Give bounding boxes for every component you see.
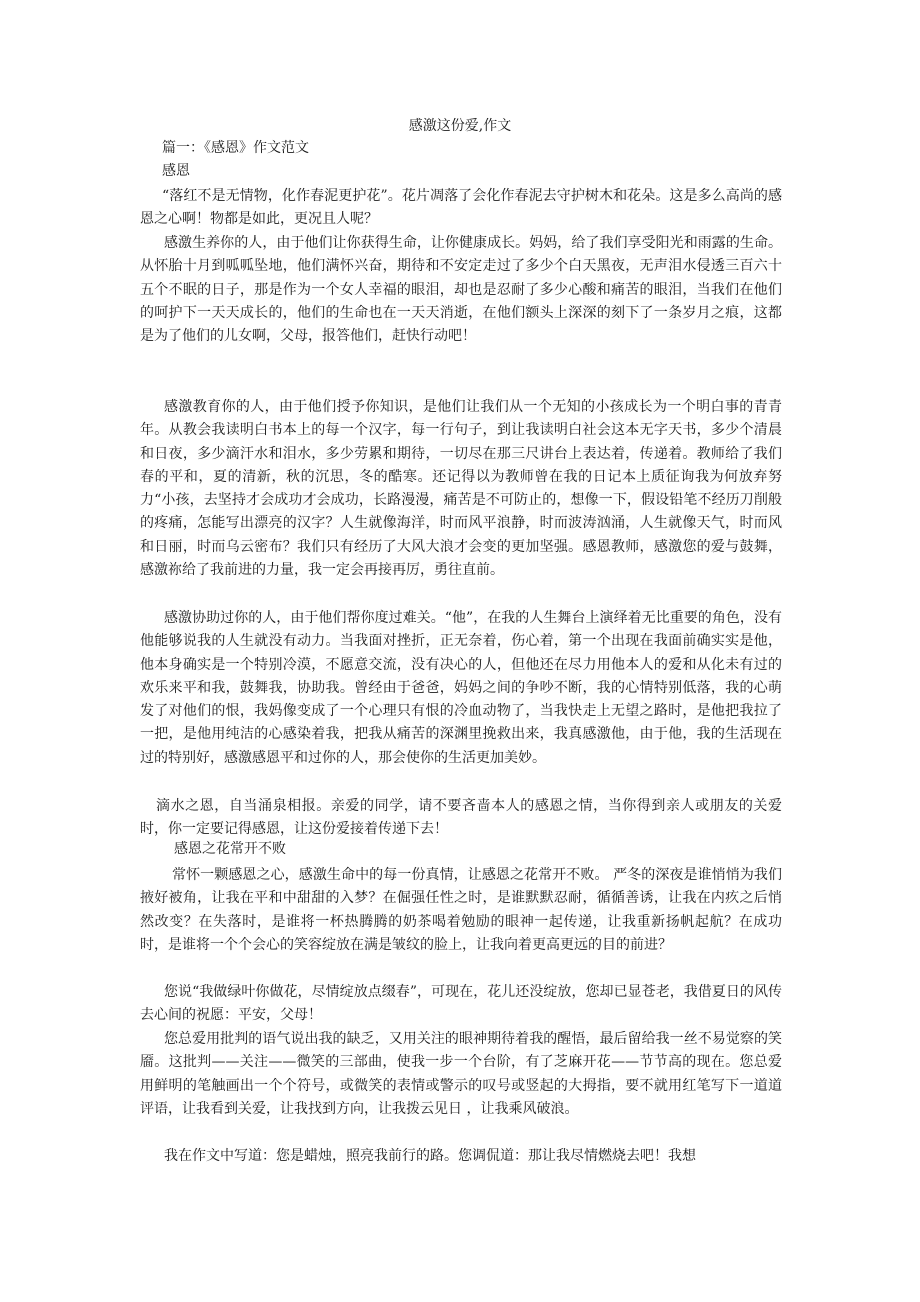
- essay1-paragraph: 感激教育你的人，由于他们授予你知识，是他们让我们从一个无知的小孩成长为一个明白事的青青年。从教会我读明白书本上的每一个汉字，每一行句子，到让我读明白社会这本无字天书，多少个清晨和日夜，多少滴汗水和泪水，多少劳累和期待，一切尽在那三尺讲台上表达着，传递着。教师给了我们春的平和，夏的清新，秋的沉思，冬的酷寒。还记得以为教师曾在我的日记本上质征询我为何放弃努力“小孩，去坚持才会成功才会成功，长路漫漫，痛苦是不可防止的，想像一下，假设铅笔不经历刀削般的疼痛，怎能写出漂亮的汉字？人生就像海洋，时而风平浪静，时而波涛汹涌，人生就像天气，时而风和日丽，时而乌云密布？我们只有经历了大风大浪才会变的更加坚强。感恩教师，感激您的爱与鼓舞，感激祢给了我前进的力量，我一定会再接再厉，勇往直前。: [140, 399, 782, 579]
- essay2-paragraph: 您总爱用批判的语气说出我的缺乏，又用关注的眼神期待着我的醒悟，最后留给我一丝不易觉察的笑靥。这批判——关注——微笑的三部曲，使我一步一个台阶，有了芝麻开花——节节高的现在。您总爱用鲜明的笔触画出一个个符号，或微笑的表情或警示的叹号或竖起的大拇指，要不就用红笔写下一道道评语，让我看到关爱，让我找到方向，让我拨云见日 ，让我乘风破浪。: [140, 1031, 782, 1117]
- essay2-paragraph: 常怀一颗感恩之心，感激生命中的每一份真情，让感恩之花常开不败。 严冬的深夜是谁悄悄为我们掖好被角，让我在平和中甜甜的入梦？在倔强任性之时，是谁默默忍耐，循循善诱，让我在内疚之后悄然改变？在失落时，是谁将一杯热腾腾的奶茶喝着勉励的眼神一起传递，让我重新扬帆起航？在成功时，是谁将一个个会心的笑容绽放在满是皱纹的脸上，让我向着更高更远的目的前进？: [140, 867, 782, 953]
- essay1-title: 感恩: [162, 163, 190, 179]
- essay2-title: 感恩之花常开不败: [174, 841, 286, 857]
- document-title: 感激这份爱,作文: [408, 118, 512, 134]
- essay2-paragraph: 我在作文中写道：您是蜡烛，照亮我前行的路。您调侃道：那让我尽情燃烧去吧！我想: [164, 1148, 696, 1164]
- section-heading: 篇一：《感恩》作文范文: [162, 140, 309, 156]
- essay1-paragraph: 感激生养你的人，由于他们让你获得生命，让你健康成长。妈妈，给了我们享受阳光和雨露的生命。从怀胎十月到呱呱坠地，他们满怀兴奋，期待和不安定走过了多少个白天黑夜，无声泪水侵透三百六十五个不眠的日子，那是作为一个女人幸福的眼泪，却也是忍耐了多少心酸和痛苦的眼泪，当我们在他们的呵护下一天天成长的，他们的生命也在一天天消逝，在他们额头上深深的刻下了一条岁月之痕，这都是为了他们的儿女啊，父母，报答他们，赶快行动吧！: [140, 235, 782, 345]
- essay1-paragraph: 滴水之恩，自当涌泉相报。亲爱的同学，请不要吝啬本人的感恩之情，当你得到亲人或朋友的关爱时，你一定要记得感恩，让这份爱接着传递下去！: [140, 798, 782, 838]
- essay2-paragraph: 您说“我做绿叶你做花，尽情绽放点缀春”，可现在，花儿还没绽放，您却已显苍老，我借夏日的风传去心间的祝愿：平安，父母！: [140, 984, 782, 1024]
- essay1-paragraph: 感激协助过你的人，由于他们帮你度过难关。“他”，在我的人生舞台上演绎着无比重要的角色，没有他能够说我的人生就没有动力。当我面对挫折，正无奈着，伤心着，第一个出现在我面前确实实是他，他本身确实是一个特别冷漠，不愿意交流，没有决心的人，但他还在尽力用他本人的爱和从化未有过的欢乐来平和我，鼓舞我，协助我。曾经由于爸爸，妈妈之间的争吵不断，我的心情特别低落，我的心萌发了对他们的恨，我妈像变成了一个心理只有恨的冷血动物了，当我快走上无望之路时，是他把我拉了一把，是他用纯洁的心感染着我，把我从痛苦的深渊里挽救出来，我真感激他，由于他，我的生活现在过的特别好，感激感恩平和过你的人，那会使你的生活更加美妙。: [140, 610, 782, 766]
- essay1-paragraph: “落红不是无情物，化作春泥更护花”。花片凋落了会化作春泥去守护树木和花朵。这是多么高尚的感恩之心啊！物都是如此，更况且人呢？: [140, 188, 782, 228]
